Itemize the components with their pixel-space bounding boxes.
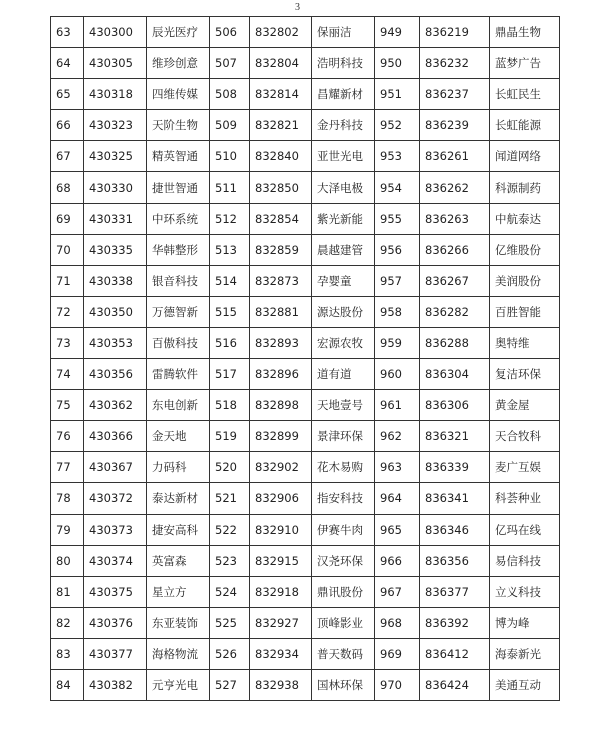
table-body <box>51 17 560 701</box>
stock-code: 832898 <box>250 390 312 421</box>
stock-code: 836237 <box>420 79 490 110</box>
row-index: 509 <box>210 110 250 141</box>
row-index: 72 <box>51 296 84 327</box>
table-row <box>51 452 560 483</box>
company-name: 元亨光电 <box>147 669 210 700</box>
stock-code: 836424 <box>420 669 490 700</box>
table-row <box>51 296 560 327</box>
stock-code: 430323 <box>84 110 147 141</box>
company-name: 英富森 <box>147 545 210 576</box>
row-index: 78 <box>51 483 84 514</box>
company-name: 辰光医疗 <box>147 17 210 48</box>
row-index: 951 <box>375 79 420 110</box>
company-name: 紫光新能 <box>312 203 375 234</box>
company-name: 天地壹号 <box>312 390 375 421</box>
row-index: 515 <box>210 296 250 327</box>
row-index: 77 <box>51 452 84 483</box>
row-index: 506 <box>210 17 250 48</box>
company-name: 复洁环保 <box>490 359 560 390</box>
row-index: 81 <box>51 576 84 607</box>
company-name: 百傲科技 <box>147 327 210 358</box>
stock-code: 430353 <box>84 327 147 358</box>
row-index: 69 <box>51 203 84 234</box>
row-index: 73 <box>51 327 84 358</box>
stock-code: 836267 <box>420 265 490 296</box>
stock-code: 430377 <box>84 638 147 669</box>
stock-code: 430372 <box>84 483 147 514</box>
company-name: 昌耀新材 <box>312 79 375 110</box>
company-name: 立义科技 <box>490 576 560 607</box>
table-row <box>51 514 560 545</box>
table-row <box>51 17 560 48</box>
company-name: 麦广互娱 <box>490 452 560 483</box>
company-name: 汉尧环保 <box>312 545 375 576</box>
stock-code: 836412 <box>420 638 490 669</box>
stock-code: 836282 <box>420 296 490 327</box>
stock-code: 836262 <box>420 172 490 203</box>
row-index: 954 <box>375 172 420 203</box>
row-index: 965 <box>375 514 420 545</box>
row-index: 527 <box>210 669 250 700</box>
row-index: 68 <box>51 172 84 203</box>
company-name: 指安科技 <box>312 483 375 514</box>
stock-code: 832899 <box>250 421 312 452</box>
row-index: 956 <box>375 234 420 265</box>
company-name: 闻道网络 <box>490 141 560 172</box>
row-index: 510 <box>210 141 250 172</box>
table-row <box>51 79 560 110</box>
row-index: 67 <box>51 141 84 172</box>
stock-code: 832915 <box>250 545 312 576</box>
stock-code: 832873 <box>250 265 312 296</box>
row-index: 962 <box>375 421 420 452</box>
stock-code: 832896 <box>250 359 312 390</box>
stock-code: 836239 <box>420 110 490 141</box>
row-index: 74 <box>51 359 84 390</box>
stock-code: 430331 <box>84 203 147 234</box>
row-index: 507 <box>210 48 250 79</box>
stock-code: 832918 <box>250 576 312 607</box>
stock-code: 836321 <box>420 421 490 452</box>
row-index: 66 <box>51 110 84 141</box>
row-index: 522 <box>210 514 250 545</box>
company-name: 奥特维 <box>490 327 560 358</box>
row-index: 76 <box>51 421 84 452</box>
row-index: 518 <box>210 390 250 421</box>
row-index: 526 <box>210 638 250 669</box>
company-name: 黄金屋 <box>490 390 560 421</box>
stock-code: 832927 <box>250 607 312 638</box>
table-row <box>51 203 560 234</box>
table-row <box>51 172 560 203</box>
company-name: 华韩整形 <box>147 234 210 265</box>
table-row <box>51 48 560 79</box>
company-name: 孕婴童 <box>312 265 375 296</box>
stock-code: 430367 <box>84 452 147 483</box>
company-name: 捷世智通 <box>147 172 210 203</box>
row-index: 953 <box>375 141 420 172</box>
company-name: 东电创新 <box>147 390 210 421</box>
company-name: 金天地 <box>147 421 210 452</box>
company-name: 精英智通 <box>147 141 210 172</box>
company-name: 源达股份 <box>312 296 375 327</box>
table-row <box>51 327 560 358</box>
stock-code: 430350 <box>84 296 147 327</box>
stock-code: 430376 <box>84 607 147 638</box>
stock-code: 836356 <box>420 545 490 576</box>
company-name: 亿玛在线 <box>490 514 560 545</box>
table-row <box>51 265 560 296</box>
stock-code: 836304 <box>420 359 490 390</box>
company-name: 万德智新 <box>147 296 210 327</box>
row-index: 70 <box>51 234 84 265</box>
company-name: 伊赛牛肉 <box>312 514 375 545</box>
row-index: 82 <box>51 607 84 638</box>
stock-code: 836341 <box>420 483 490 514</box>
row-index: 955 <box>375 203 420 234</box>
company-name: 美润股份 <box>490 265 560 296</box>
stock-code: 430382 <box>84 669 147 700</box>
company-name: 长虹能源 <box>490 110 560 141</box>
row-index: 517 <box>210 359 250 390</box>
row-index: 520 <box>210 452 250 483</box>
company-name: 亚世光电 <box>312 141 375 172</box>
stock-code: 836288 <box>420 327 490 358</box>
row-index: 80 <box>51 545 84 576</box>
stock-code: 832854 <box>250 203 312 234</box>
company-name: 晨越建管 <box>312 234 375 265</box>
company-name: 力码科 <box>147 452 210 483</box>
stock-code: 832881 <box>250 296 312 327</box>
table-row <box>51 141 560 172</box>
company-name: 东亚装饰 <box>147 607 210 638</box>
table-row <box>51 359 560 390</box>
company-name: 保丽洁 <box>312 17 375 48</box>
row-index: 970 <box>375 669 420 700</box>
company-name: 科源制药 <box>490 172 560 203</box>
company-name: 美通互动 <box>490 669 560 700</box>
stock-code: 832804 <box>250 48 312 79</box>
stock-code: 836232 <box>420 48 490 79</box>
company-name: 天合牧科 <box>490 421 560 452</box>
company-name: 道有道 <box>312 359 375 390</box>
row-index: 63 <box>51 17 84 48</box>
stock-code: 430366 <box>84 421 147 452</box>
stock-code: 430335 <box>84 234 147 265</box>
company-name: 百胜智能 <box>490 296 560 327</box>
company-name: 大泽电极 <box>312 172 375 203</box>
company-name: 亿维股份 <box>490 234 560 265</box>
table-row <box>51 669 560 700</box>
stock-code: 832802 <box>250 17 312 48</box>
stock-code: 836346 <box>420 514 490 545</box>
table-row <box>51 545 560 576</box>
listing-table <box>50 16 560 701</box>
company-name: 国林环保 <box>312 669 375 700</box>
company-name: 海泰新光 <box>490 638 560 669</box>
stock-code: 832934 <box>250 638 312 669</box>
stock-code: 836261 <box>420 141 490 172</box>
stock-code: 836392 <box>420 607 490 638</box>
company-name: 博为峰 <box>490 607 560 638</box>
stock-code: 430375 <box>84 576 147 607</box>
company-name: 金丹科技 <box>312 110 375 141</box>
company-name: 泰达新材 <box>147 483 210 514</box>
row-index: 957 <box>375 265 420 296</box>
stock-code: 832821 <box>250 110 312 141</box>
stock-code: 836219 <box>420 17 490 48</box>
company-name: 鼎讯股份 <box>312 576 375 607</box>
row-index: 952 <box>375 110 420 141</box>
stock-code: 430374 <box>84 545 147 576</box>
company-name: 宏源农牧 <box>312 327 375 358</box>
stock-code: 430362 <box>84 390 147 421</box>
row-index: 959 <box>375 327 420 358</box>
company-name: 易信科技 <box>490 545 560 576</box>
table-row <box>51 110 560 141</box>
table-row <box>51 390 560 421</box>
stock-code: 836306 <box>420 390 490 421</box>
stock-code: 430356 <box>84 359 147 390</box>
stock-code: 832814 <box>250 79 312 110</box>
row-index: 969 <box>375 638 420 669</box>
row-index: 519 <box>210 421 250 452</box>
row-index: 966 <box>375 545 420 576</box>
row-index: 511 <box>210 172 250 203</box>
row-index: 516 <box>210 327 250 358</box>
row-index: 958 <box>375 296 420 327</box>
row-index: 79 <box>51 514 84 545</box>
company-name: 四维传媒 <box>147 79 210 110</box>
row-index: 963 <box>375 452 420 483</box>
stock-code: 430338 <box>84 265 147 296</box>
row-index: 65 <box>51 79 84 110</box>
stock-code: 836263 <box>420 203 490 234</box>
table-row <box>51 421 560 452</box>
stock-code: 836377 <box>420 576 490 607</box>
table-row <box>51 234 560 265</box>
company-name: 长虹民生 <box>490 79 560 110</box>
row-index: 961 <box>375 390 420 421</box>
company-name: 景津环保 <box>312 421 375 452</box>
company-name: 科荟种业 <box>490 483 560 514</box>
table-row <box>51 576 560 607</box>
company-name: 顶峰影业 <box>312 607 375 638</box>
company-name: 浩明科技 <box>312 48 375 79</box>
row-index: 513 <box>210 234 250 265</box>
stock-code: 430373 <box>84 514 147 545</box>
company-name: 银音科技 <box>147 265 210 296</box>
stock-code: 836266 <box>420 234 490 265</box>
stock-code: 832938 <box>250 669 312 700</box>
company-name: 雷腾软件 <box>147 359 210 390</box>
stock-code: 832910 <box>250 514 312 545</box>
stock-code: 836339 <box>420 452 490 483</box>
stock-code: 430330 <box>84 172 147 203</box>
table-row <box>51 638 560 669</box>
company-name: 花木易购 <box>312 452 375 483</box>
company-name: 中环系统 <box>147 203 210 234</box>
stock-code: 832902 <box>250 452 312 483</box>
company-name: 天阶生物 <box>147 110 210 141</box>
stock-code: 430325 <box>84 141 147 172</box>
row-index: 521 <box>210 483 250 514</box>
stock-code: 430318 <box>84 79 147 110</box>
table-row <box>51 483 560 514</box>
stock-code: 430300 <box>84 17 147 48</box>
row-index: 523 <box>210 545 250 576</box>
row-index: 75 <box>51 390 84 421</box>
company-name: 普天数码 <box>312 638 375 669</box>
row-index: 967 <box>375 576 420 607</box>
row-index: 64 <box>51 48 84 79</box>
company-name: 星立方 <box>147 576 210 607</box>
company-name: 捷安高科 <box>147 514 210 545</box>
stock-code: 832850 <box>250 172 312 203</box>
page-number: 3 <box>295 2 300 13</box>
row-index: 949 <box>375 17 420 48</box>
row-index: 512 <box>210 203 250 234</box>
row-index: 84 <box>51 669 84 700</box>
company-name: 海格物流 <box>147 638 210 669</box>
row-index: 83 <box>51 638 84 669</box>
stock-code: 832859 <box>250 234 312 265</box>
row-index: 514 <box>210 265 250 296</box>
row-index: 950 <box>375 48 420 79</box>
row-index: 524 <box>210 576 250 607</box>
stock-code: 430305 <box>84 48 147 79</box>
company-name: 蓝梦广告 <box>490 48 560 79</box>
row-index: 525 <box>210 607 250 638</box>
company-name: 鼎晶生物 <box>490 17 560 48</box>
row-index: 508 <box>210 79 250 110</box>
row-index: 968 <box>375 607 420 638</box>
table-row <box>51 607 560 638</box>
row-index: 71 <box>51 265 84 296</box>
row-index: 964 <box>375 483 420 514</box>
company-name: 维珍创意 <box>147 48 210 79</box>
row-index: 960 <box>375 359 420 390</box>
stock-code: 832840 <box>250 141 312 172</box>
stock-code: 832893 <box>250 327 312 358</box>
stock-code: 832906 <box>250 483 312 514</box>
company-name: 中航泰达 <box>490 203 560 234</box>
